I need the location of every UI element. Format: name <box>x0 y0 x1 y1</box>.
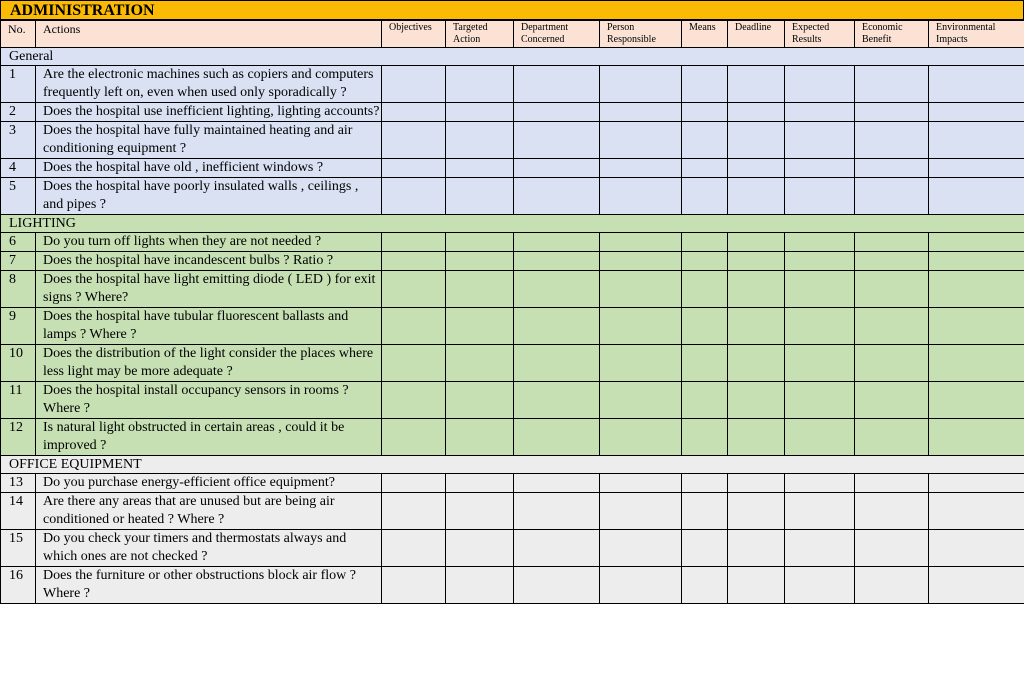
section-title: OFFICE EQUIPMENT <box>1 456 1024 474</box>
means-cell[interactable] <box>682 233 728 252</box>
department-cell[interactable] <box>514 66 600 103</box>
means-cell[interactable] <box>682 474 728 493</box>
action-question: Does the furniture or other obstructions block air flow ? Where ? <box>36 567 382 604</box>
deadline-cell[interactable] <box>728 66 785 103</box>
objectives-cell[interactable] <box>382 382 446 419</box>
economic-benefit-cell[interactable] <box>855 233 929 252</box>
economic-benefit-cell[interactable] <box>855 178 929 215</box>
person-cell[interactable] <box>600 308 682 345</box>
col-header-deadline: Deadline <box>728 21 785 48</box>
expected-results-cell[interactable] <box>785 345 855 382</box>
table-row <box>1 474 1024 493</box>
objectives-cell[interactable] <box>382 567 446 604</box>
person-cell[interactable] <box>600 493 682 530</box>
environmental-impacts-cell[interactable] <box>929 252 1024 271</box>
expected-results-cell[interactable] <box>785 308 855 345</box>
environmental-impacts-cell[interactable] <box>929 382 1024 419</box>
col-header-targeted-action: Targeted Action <box>446 21 514 48</box>
action-question: Does the distribution of the light consider the places where less light may be more adequate ? <box>36 345 382 382</box>
row-number: 1 <box>1 66 36 103</box>
department-cell[interactable] <box>514 103 600 122</box>
economic-benefit-cell[interactable] <box>855 382 929 419</box>
environmental-impacts-cell[interactable] <box>929 419 1024 456</box>
row-number: 9 <box>1 308 36 345</box>
targeted-action-cell[interactable] <box>446 178 514 215</box>
person-cell[interactable] <box>600 474 682 493</box>
deadline-cell[interactable] <box>728 103 785 122</box>
person-cell[interactable] <box>600 122 682 159</box>
department-cell[interactable] <box>514 252 600 271</box>
deadline-cell[interactable] <box>728 382 785 419</box>
targeted-action-cell[interactable] <box>446 66 514 103</box>
environmental-impacts-cell[interactable] <box>929 474 1024 493</box>
table-row <box>1 233 1024 252</box>
environmental-impacts-cell[interactable] <box>929 567 1024 604</box>
environmental-impacts-cell[interactable] <box>929 178 1024 215</box>
environmental-impacts-cell[interactable] <box>929 530 1024 567</box>
department-cell[interactable] <box>514 159 600 178</box>
table-row <box>1 252 1024 271</box>
table-row <box>1 178 1024 215</box>
department-cell[interactable] <box>514 271 600 308</box>
row-number: 10 <box>1 345 36 382</box>
col-header-actions: Actions <box>36 21 382 48</box>
person-cell[interactable] <box>600 178 682 215</box>
economic-benefit-cell[interactable] <box>855 345 929 382</box>
expected-results-cell[interactable] <box>785 474 855 493</box>
person-cell[interactable] <box>600 66 682 103</box>
table-row <box>1 345 1024 382</box>
department-cell[interactable] <box>514 382 600 419</box>
environmental-impacts-cell[interactable] <box>929 345 1024 382</box>
action-question: Are there any areas that are unused but are being air conditioned or heated ? Where ? <box>36 493 382 530</box>
deadline-cell[interactable] <box>728 233 785 252</box>
table-row <box>1 159 1024 178</box>
expected-results-cell[interactable] <box>785 419 855 456</box>
deadline-cell[interactable] <box>728 567 785 604</box>
deadline-cell[interactable] <box>728 308 785 345</box>
expected-results-cell[interactable] <box>785 252 855 271</box>
means-cell[interactable] <box>682 122 728 159</box>
row-number: 4 <box>1 159 36 178</box>
targeted-action-cell[interactable] <box>446 271 514 308</box>
table-row <box>1 419 1024 456</box>
header-row <box>1 21 1024 48</box>
economic-benefit-cell[interactable] <box>855 271 929 308</box>
person-cell[interactable] <box>600 382 682 419</box>
targeted-action-cell[interactable] <box>446 308 514 345</box>
economic-benefit-cell[interactable] <box>855 419 929 456</box>
expected-results-cell[interactable] <box>785 233 855 252</box>
environmental-impacts-cell[interactable] <box>929 233 1024 252</box>
means-cell[interactable] <box>682 66 728 103</box>
department-cell[interactable] <box>514 233 600 252</box>
economic-benefit-cell[interactable] <box>855 252 929 271</box>
table-row <box>1 122 1024 159</box>
table-row <box>1 308 1024 345</box>
action-question: Are the electronic machines such as copiers and computers frequently left on, even when used only sporadically ? <box>36 66 382 103</box>
department-cell[interactable] <box>514 122 600 159</box>
objectives-cell[interactable] <box>382 308 446 345</box>
means-cell[interactable] <box>682 103 728 122</box>
department-cell[interactable] <box>514 345 600 382</box>
objectives-cell[interactable] <box>382 345 446 382</box>
section-header-row <box>1 215 1024 233</box>
action-plan-table <box>0 20 1024 604</box>
economic-benefit-cell[interactable] <box>855 567 929 604</box>
action-question: Does the hospital have incandescent bulbs ? Ratio ? <box>36 252 382 271</box>
action-question: Does the hospital have poorly insulated walls , ceilings , and pipes ? <box>36 178 382 215</box>
environmental-impacts-cell[interactable] <box>929 66 1024 103</box>
economic-benefit-cell[interactable] <box>855 308 929 345</box>
means-cell[interactable] <box>682 252 728 271</box>
department-cell[interactable] <box>514 493 600 530</box>
targeted-action-cell[interactable] <box>446 382 514 419</box>
targeted-action-cell[interactable] <box>446 474 514 493</box>
expected-results-cell[interactable] <box>785 567 855 604</box>
environmental-impacts-cell[interactable] <box>929 103 1024 122</box>
col-header-environmental-impacts: Environmental Impacts <box>929 21 1024 48</box>
row-number: 13 <box>1 474 36 493</box>
deadline-cell[interactable] <box>728 271 785 308</box>
row-number: 3 <box>1 122 36 159</box>
expected-results-cell[interactable] <box>785 103 855 122</box>
col-header-objectives: Objectives <box>382 21 446 48</box>
table-row <box>1 103 1024 122</box>
department-cell[interactable] <box>514 530 600 567</box>
targeted-action-cell[interactable] <box>446 233 514 252</box>
col-header-economic-benefit: Economic Benefit <box>855 21 929 48</box>
row-number: 5 <box>1 178 36 215</box>
department-cell[interactable] <box>514 178 600 215</box>
person-cell[interactable] <box>600 530 682 567</box>
means-cell[interactable] <box>682 493 728 530</box>
means-cell[interactable] <box>682 419 728 456</box>
table-row <box>1 530 1024 567</box>
person-cell[interactable] <box>600 103 682 122</box>
table-row <box>1 382 1024 419</box>
objectives-cell[interactable] <box>382 493 446 530</box>
objectives-cell[interactable] <box>382 530 446 567</box>
section-title: LIGHTING <box>1 215 1024 233</box>
deadline-cell[interactable] <box>728 252 785 271</box>
expected-results-cell[interactable] <box>785 493 855 530</box>
economic-benefit-cell[interactable] <box>855 122 929 159</box>
objectives-cell[interactable] <box>382 159 446 178</box>
economic-benefit-cell[interactable] <box>855 66 929 103</box>
objectives-cell[interactable] <box>382 252 446 271</box>
action-question: Is natural light obstructed in certain areas , could it be improved ? <box>36 419 382 456</box>
col-header-department: Department Concerned <box>514 21 600 48</box>
section-header-row <box>1 456 1024 474</box>
targeted-action-cell[interactable] <box>446 252 514 271</box>
environmental-impacts-cell[interactable] <box>929 159 1024 178</box>
expected-results-cell[interactable] <box>785 271 855 308</box>
means-cell[interactable] <box>682 530 728 567</box>
action-question: Do you check your timers and thermostats always and which ones are not checked ? <box>36 530 382 567</box>
action-question: Do you purchase energy-efficient office equipment? <box>36 474 382 493</box>
deadline-cell[interactable] <box>728 474 785 493</box>
means-cell[interactable] <box>682 159 728 178</box>
expected-results-cell[interactable] <box>785 382 855 419</box>
table-row <box>1 567 1024 604</box>
expected-results-cell[interactable] <box>785 122 855 159</box>
objectives-cell[interactable] <box>382 419 446 456</box>
col-header-no: No. <box>1 21 36 48</box>
section-title: General <box>1 48 1024 66</box>
person-cell[interactable] <box>600 345 682 382</box>
objectives-cell[interactable] <box>382 233 446 252</box>
targeted-action-cell[interactable] <box>446 493 514 530</box>
means-cell[interactable] <box>682 382 728 419</box>
action-question: Does the hospital have light emitting diode ( LED ) for exit signs ? Where? <box>36 271 382 308</box>
action-question: Does the hospital have tubular fluorescent ballasts and lamps ? Where ? <box>36 308 382 345</box>
targeted-action-cell[interactable] <box>446 345 514 382</box>
action-question: Does the hospital use inefficient lighting, lighting accounts? <box>36 103 382 122</box>
expected-results-cell[interactable] <box>785 178 855 215</box>
table-row <box>1 66 1024 103</box>
col-header-person: Person Responsible <box>600 21 682 48</box>
targeted-action-cell[interactable] <box>446 159 514 178</box>
objectives-cell[interactable] <box>382 271 446 308</box>
environmental-impacts-cell[interactable] <box>929 308 1024 345</box>
targeted-action-cell[interactable] <box>446 419 514 456</box>
person-cell[interactable] <box>600 567 682 604</box>
department-cell[interactable] <box>514 308 600 345</box>
economic-benefit-cell[interactable] <box>855 103 929 122</box>
objectives-cell[interactable] <box>382 178 446 215</box>
department-cell[interactable] <box>514 474 600 493</box>
person-cell[interactable] <box>600 419 682 456</box>
table-row <box>1 271 1024 308</box>
objectives-cell[interactable] <box>382 122 446 159</box>
objectives-cell[interactable] <box>382 474 446 493</box>
deadline-cell[interactable] <box>728 122 785 159</box>
row-number: 11 <box>1 382 36 419</box>
department-cell[interactable] <box>514 419 600 456</box>
table-row <box>1 493 1024 530</box>
objectives-cell[interactable] <box>382 66 446 103</box>
table-body <box>1 48 1024 604</box>
targeted-action-cell[interactable] <box>446 103 514 122</box>
deadline-cell[interactable] <box>728 493 785 530</box>
action-question: Does the hospital install occupancy sensors in rooms ? Where ? <box>36 382 382 419</box>
deadline-cell[interactable] <box>728 178 785 215</box>
deadline-cell[interactable] <box>728 159 785 178</box>
targeted-action-cell[interactable] <box>446 530 514 567</box>
col-header-means: Means <box>682 21 728 48</box>
means-cell[interactable] <box>682 271 728 308</box>
row-number: 7 <box>1 252 36 271</box>
expected-results-cell[interactable] <box>785 66 855 103</box>
person-cell[interactable] <box>600 252 682 271</box>
deadline-cell[interactable] <box>728 530 785 567</box>
economic-benefit-cell[interactable] <box>855 474 929 493</box>
environmental-impacts-cell[interactable] <box>929 493 1024 530</box>
means-cell[interactable] <box>682 308 728 345</box>
row-number: 6 <box>1 233 36 252</box>
section-header-row <box>1 48 1024 66</box>
environmental-impacts-cell[interactable] <box>929 122 1024 159</box>
environmental-impacts-cell[interactable] <box>929 271 1024 308</box>
person-cell[interactable] <box>600 271 682 308</box>
deadline-cell[interactable] <box>728 345 785 382</box>
means-cell[interactable] <box>682 345 728 382</box>
action-question: Do you turn off lights when they are not needed ? <box>36 233 382 252</box>
deadline-cell[interactable] <box>728 419 785 456</box>
person-cell[interactable] <box>600 159 682 178</box>
targeted-action-cell[interactable] <box>446 567 514 604</box>
economic-benefit-cell[interactable] <box>855 159 929 178</box>
means-cell[interactable] <box>682 178 728 215</box>
action-question: Does the hospital have fully maintained heating and air conditioning equipment ? <box>36 122 382 159</box>
row-number: 16 <box>1 567 36 604</box>
targeted-action-cell[interactable] <box>446 122 514 159</box>
row-number: 15 <box>1 530 36 567</box>
department-cell[interactable] <box>514 567 600 604</box>
row-number: 14 <box>1 493 36 530</box>
row-number: 8 <box>1 271 36 308</box>
sheet-title: ADMINISTRATION <box>0 0 1024 20</box>
expected-results-cell[interactable] <box>785 159 855 178</box>
means-cell[interactable] <box>682 567 728 604</box>
person-cell[interactable] <box>600 233 682 252</box>
action-question: Does the hospital have old , inefficient windows ? <box>36 159 382 178</box>
row-number: 12 <box>1 419 36 456</box>
economic-benefit-cell[interactable] <box>855 493 929 530</box>
expected-results-cell[interactable] <box>785 530 855 567</box>
objectives-cell[interactable] <box>382 103 446 122</box>
economic-benefit-cell[interactable] <box>855 530 929 567</box>
col-header-expected-results: Expected Results <box>785 21 855 48</box>
row-number: 2 <box>1 103 36 122</box>
